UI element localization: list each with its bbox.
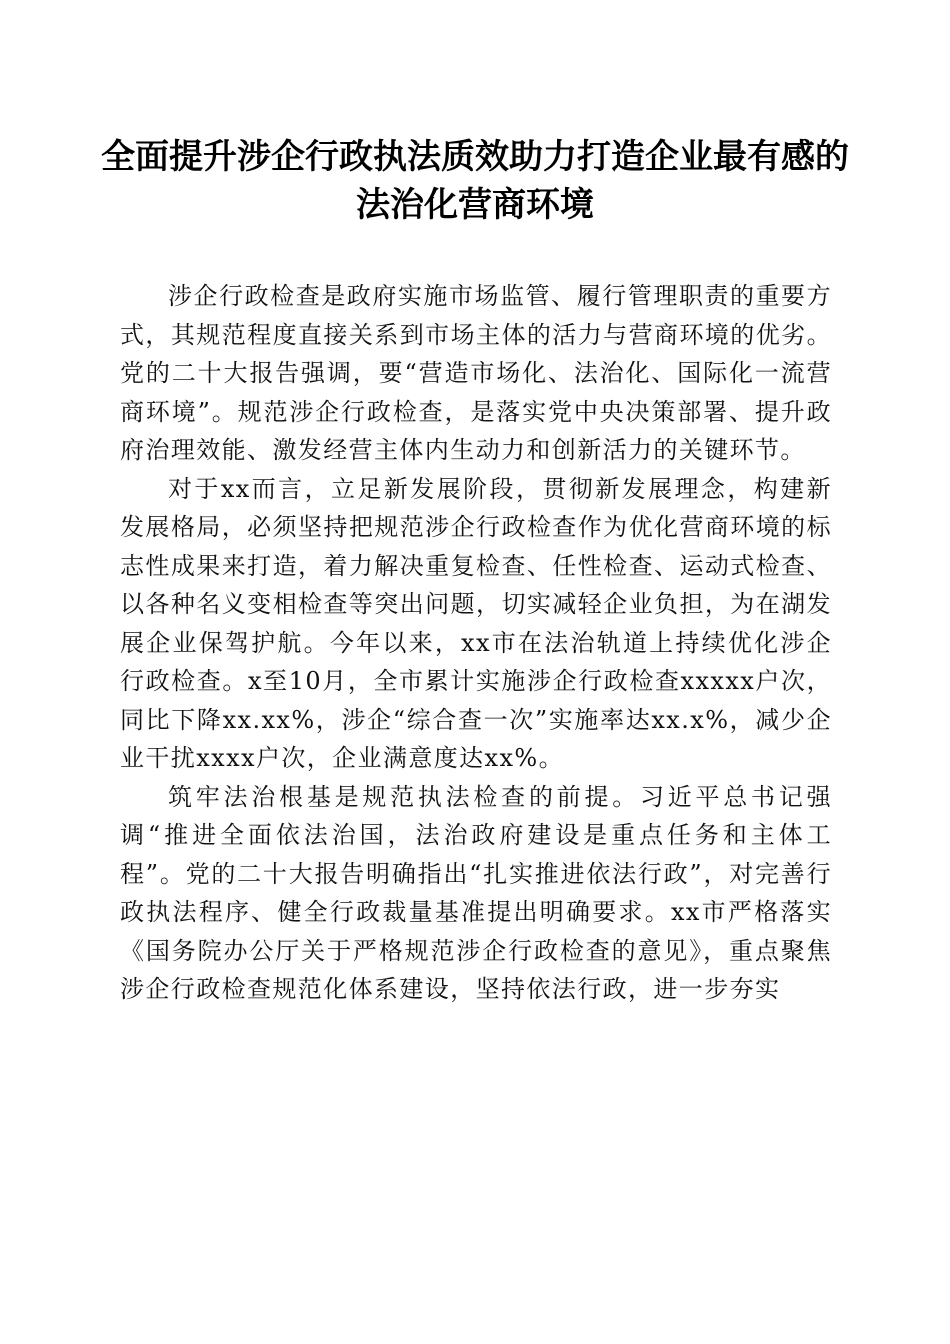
paragraph-2: 对于xx而言，立足新发展阶段，贯彻新发展理念，构建新发展格局，必须坚持把规范涉企行政检查作为优化营商环境的标志性成果来打造，着力解决重复检查、任性检查、运动式检查、以各种名义变相检查等突出问题，切实减轻企业负担，为在湖发展企业保驾护航。今年以来，xx市在法治轨道上持续优化涉企行政检查。x至10月，全市累计实施涉企行政检查xxxxx户次，同比下降xx.xx%，涉企“综合查一次”实施率达xx.x%，减少企业干扰xxxx户次，企业满意度达xx%。 <box>120 474 832 772</box>
document-title: 全面提升涉企行政执法质效助力打造企业最有感的法治化营商环境 <box>101 137 849 225</box>
paragraph-1: 涉企行政检查是政府实施市场监管、履行管理职责的重要方式，其规范程度直接关系到市场主体的活力与营商环境的优劣。党的二十大报告强调，要“营造市场化、法治化、国际化一流营商环境”。规范涉企行政检查，是落实党中央决策部署、提升政府治理效能、激发经营主体内生动力和创新活力的关键环节。 <box>120 282 832 464</box>
document-body <box>120 277 832 1009</box>
paragraph-3: 筑牢法治根基是规范执法检查的前提。习近平总书记强调“推进全面依法治国，法治政府建设是重点任务和主体工程”。党的二十大报告明确指出“扎实推进依法行政”，对完善行政执法程序、健全行政裁量基准提出明确要求。xx市严格落实《国务院办公厅关于严格规范涉企行政检查的意见》，重点聚焦涉企行政检查规范化体系建设，坚持依法行政，进一步夯实 <box>120 782 832 1003</box>
